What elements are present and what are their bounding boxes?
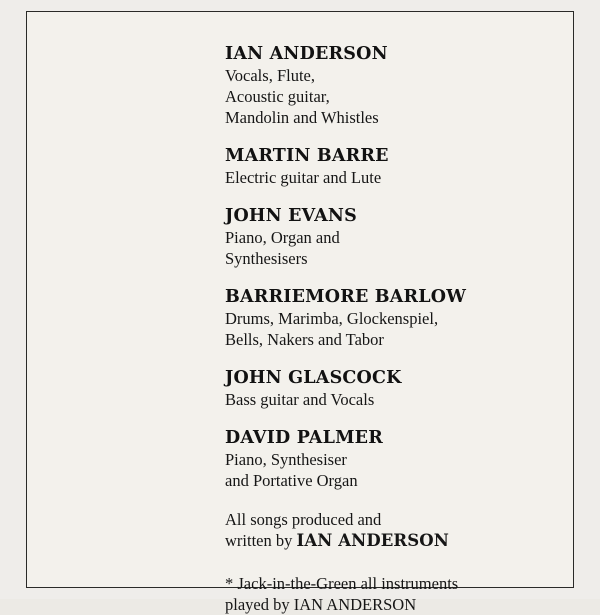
role-line: Electric guitar and Lute	[225, 168, 382, 188]
credits-list	[225, 44, 555, 615]
performer-roles	[225, 228, 555, 270]
role-line: Piano, Synthesiser	[225, 450, 347, 470]
role-line: Vocals, Flute,	[225, 66, 315, 86]
footnote-line-1: * Jack-in-the-Green all instruments	[225, 573, 459, 593]
credit-entry	[225, 146, 555, 189]
role-line: Bells, Nakers and Tabor	[225, 329, 384, 349]
performer-roles	[225, 390, 555, 411]
footnote	[225, 573, 555, 615]
performer-name: JOHN EVANS	[225, 205, 357, 226]
role-line: Mandolin and Whistles	[225, 107, 379, 127]
production-line-2	[225, 530, 555, 551]
role-line: Piano, Organ and	[225, 228, 340, 248]
credit-entry	[225, 368, 555, 411]
performer-name: MARTIN BARRE	[225, 145, 389, 166]
performer-roles	[225, 309, 555, 351]
credit-entry	[225, 206, 555, 270]
role-line: Synthesisers	[225, 248, 308, 268]
paper-panel	[26, 11, 574, 614]
top-rule	[27, 11, 573, 12]
credit-entry	[225, 287, 555, 351]
role-line: and Portative Organ	[225, 470, 358, 490]
production-credit	[225, 509, 555, 552]
performer-roles	[225, 66, 555, 128]
production-prefix: written by	[225, 531, 297, 551]
performer-roles	[225, 450, 555, 492]
performer-name: IAN ANDERSON	[225, 44, 388, 64]
production-line-1: All songs produced and	[225, 509, 382, 529]
credit-entry	[225, 44, 555, 129]
performer-name: DAVID PALMER	[225, 427, 383, 448]
footnote-line-2: played by IAN ANDERSON	[225, 594, 417, 614]
role-line: Acoustic guitar,	[225, 87, 330, 107]
performer-name: BARRIEMORE BARLOW	[225, 286, 467, 307]
production-artist-name: IAN ANDERSON	[296, 531, 449, 551]
performer-name: JOHN GLASCOCK	[225, 367, 402, 388]
role-line: Drums, Marimba, Glockenspiel,	[225, 309, 439, 329]
role-line: Bass guitar and Vocals	[225, 389, 375, 409]
credit-entry	[225, 428, 555, 492]
performer-roles	[225, 168, 555, 189]
